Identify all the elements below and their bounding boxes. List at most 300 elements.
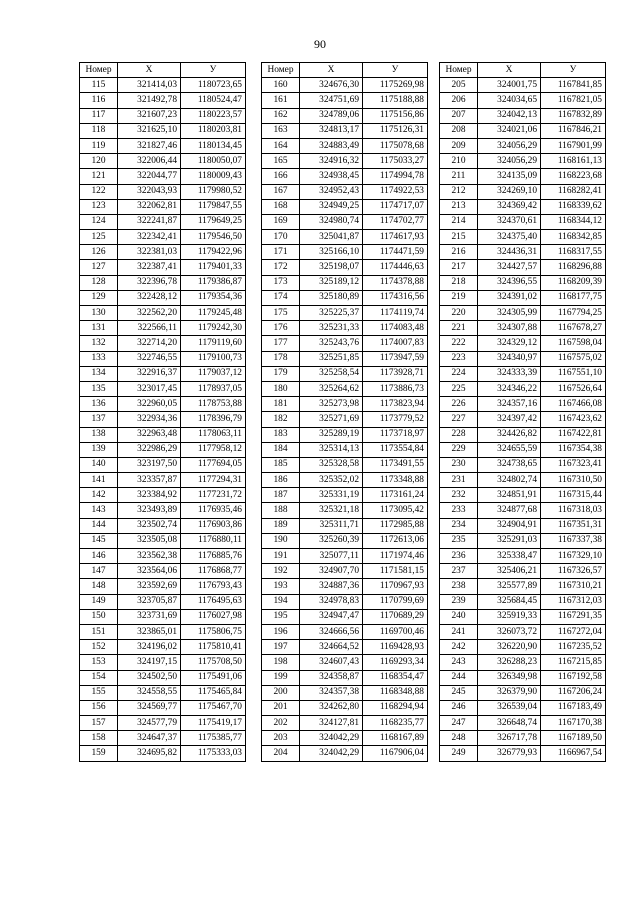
cell-number: 200 bbox=[262, 685, 300, 700]
cell-y: 1167598,04 bbox=[541, 336, 606, 351]
table-row bbox=[440, 503, 606, 518]
cell-x: 324607,43 bbox=[300, 655, 363, 670]
cell-x: 325684,45 bbox=[478, 594, 541, 609]
table-row bbox=[440, 366, 606, 381]
cell-y: 1167272,04 bbox=[541, 624, 606, 639]
cell-y: 1176903,86 bbox=[181, 518, 246, 533]
cell-number: 210 bbox=[440, 154, 478, 169]
cell-x: 325328,58 bbox=[300, 457, 363, 472]
table-row bbox=[80, 123, 246, 138]
cell-y: 1167312,03 bbox=[541, 594, 606, 609]
cell-x: 325406,21 bbox=[478, 564, 541, 579]
cell-number: 150 bbox=[80, 609, 118, 624]
cell-y: 1176495,63 bbox=[181, 594, 246, 609]
cell-number: 230 bbox=[440, 457, 478, 472]
cell-y: 1168317,55 bbox=[541, 245, 606, 260]
cell-number: 164 bbox=[262, 138, 300, 153]
cell-number: 183 bbox=[262, 427, 300, 442]
cell-x: 324877,68 bbox=[478, 503, 541, 518]
cell-y: 1179242,30 bbox=[181, 321, 246, 336]
table-row bbox=[440, 412, 606, 427]
cell-y: 1167422,81 bbox=[541, 427, 606, 442]
cell-x: 325189,12 bbox=[300, 275, 363, 290]
cell-x: 324196,02 bbox=[118, 640, 181, 655]
cell-x: 324666,56 bbox=[300, 624, 363, 639]
cell-number: 133 bbox=[80, 351, 118, 366]
cell-x: 324751,69 bbox=[300, 93, 363, 108]
cell-number: 148 bbox=[80, 579, 118, 594]
cell-y: 1169700,46 bbox=[363, 624, 428, 639]
cell-y: 1167906,04 bbox=[363, 746, 428, 761]
table-row bbox=[262, 397, 428, 412]
cell-y: 1168167,89 bbox=[363, 731, 428, 746]
cell-y: 1179037,12 bbox=[181, 366, 246, 381]
table-row bbox=[80, 685, 246, 700]
cell-y: 1167423,62 bbox=[541, 412, 606, 427]
cell-y: 1167183,49 bbox=[541, 700, 606, 715]
cell-number: 155 bbox=[80, 685, 118, 700]
cell-x: 324980,74 bbox=[300, 214, 363, 229]
cell-number: 176 bbox=[262, 321, 300, 336]
cell-number: 167 bbox=[262, 184, 300, 199]
cell-x: 324789,06 bbox=[300, 108, 363, 123]
cell-x: 325321,18 bbox=[300, 503, 363, 518]
cell-y: 1174119,74 bbox=[363, 306, 428, 321]
cell-x: 324978,83 bbox=[300, 594, 363, 609]
table-row bbox=[440, 549, 606, 564]
cell-x: 324357,16 bbox=[478, 397, 541, 412]
cell-x: 322387,41 bbox=[118, 260, 181, 275]
cell-y: 1167326,57 bbox=[541, 564, 606, 579]
cell-x: 325251,85 bbox=[300, 351, 363, 366]
cell-number: 206 bbox=[440, 93, 478, 108]
cell-number: 144 bbox=[80, 518, 118, 533]
table-row bbox=[262, 260, 428, 275]
cell-number: 126 bbox=[80, 245, 118, 260]
cell-y: 1175188,88 bbox=[363, 93, 428, 108]
cell-number: 189 bbox=[262, 518, 300, 533]
table-header-row bbox=[80, 63, 246, 78]
cell-y: 1167170,38 bbox=[541, 716, 606, 731]
cell-x: 324664,52 bbox=[300, 640, 363, 655]
cell-x: 321625,10 bbox=[118, 123, 181, 138]
table-row bbox=[262, 321, 428, 336]
cell-x: 323357,87 bbox=[118, 473, 181, 488]
table-row bbox=[440, 336, 606, 351]
cell-number: 245 bbox=[440, 685, 478, 700]
cell-number: 208 bbox=[440, 123, 478, 138]
cell-y: 1168223,68 bbox=[541, 169, 606, 184]
table-row bbox=[80, 518, 246, 533]
cell-y: 1180723,65 bbox=[181, 78, 246, 93]
table-row bbox=[262, 123, 428, 138]
cell-x: 325577,89 bbox=[478, 579, 541, 594]
cell-x: 324952,43 bbox=[300, 184, 363, 199]
cell-y: 1178937,05 bbox=[181, 381, 246, 396]
cell-number: 196 bbox=[262, 624, 300, 639]
cell-x: 325289,19 bbox=[300, 427, 363, 442]
cell-number: 154 bbox=[80, 670, 118, 685]
table-row bbox=[262, 184, 428, 199]
cell-x: 326779,93 bbox=[478, 746, 541, 761]
cell-number: 218 bbox=[440, 275, 478, 290]
cell-x: 324916,32 bbox=[300, 154, 363, 169]
cell-x: 323502,74 bbox=[118, 518, 181, 533]
table-row bbox=[80, 290, 246, 305]
table-row bbox=[262, 655, 428, 670]
cell-number: 248 bbox=[440, 731, 478, 746]
cell-x: 321492,78 bbox=[118, 93, 181, 108]
cell-number: 125 bbox=[80, 230, 118, 245]
cell-number: 235 bbox=[440, 533, 478, 548]
header-number: Номер bbox=[440, 63, 478, 78]
cell-number: 205 bbox=[440, 78, 478, 93]
table-row bbox=[440, 594, 606, 609]
cell-y: 1167351,31 bbox=[541, 518, 606, 533]
table-row bbox=[80, 579, 246, 594]
cell-x: 324305,99 bbox=[478, 306, 541, 321]
cell-y: 1176793,43 bbox=[181, 579, 246, 594]
table-row bbox=[440, 123, 606, 138]
cell-y: 1177958,12 bbox=[181, 442, 246, 457]
cell-x: 324738,65 bbox=[478, 457, 541, 472]
table-row bbox=[262, 716, 428, 731]
table-row bbox=[262, 579, 428, 594]
cell-number: 226 bbox=[440, 397, 478, 412]
cell-x: 322396,78 bbox=[118, 275, 181, 290]
cell-y: 1167846,21 bbox=[541, 123, 606, 138]
cell-y: 1173718,97 bbox=[363, 427, 428, 442]
cell-y: 1168344,12 bbox=[541, 214, 606, 229]
coordinates-table-1 bbox=[79, 62, 246, 762]
cell-y: 1175156,86 bbox=[363, 108, 428, 123]
cell-x: 324676,30 bbox=[300, 78, 363, 93]
cell-y: 1179119,60 bbox=[181, 336, 246, 351]
table-row bbox=[440, 488, 606, 503]
cell-y: 1167575,02 bbox=[541, 351, 606, 366]
cell-x: 324947,47 bbox=[300, 609, 363, 624]
table-row bbox=[440, 670, 606, 685]
table-row bbox=[262, 199, 428, 214]
cell-y: 1168282,41 bbox=[541, 184, 606, 199]
cell-number: 117 bbox=[80, 108, 118, 123]
table-row bbox=[80, 670, 246, 685]
cell-number: 136 bbox=[80, 397, 118, 412]
table-row bbox=[262, 351, 428, 366]
cell-y: 1167337,38 bbox=[541, 533, 606, 548]
table-row bbox=[262, 275, 428, 290]
cell-x: 325198,07 bbox=[300, 260, 363, 275]
cell-x: 323505,08 bbox=[118, 533, 181, 548]
cell-x: 324949,25 bbox=[300, 199, 363, 214]
cell-y: 1167315,44 bbox=[541, 488, 606, 503]
table-row bbox=[440, 473, 606, 488]
cell-y: 1180050,07 bbox=[181, 154, 246, 169]
cell-y: 1176935,46 bbox=[181, 503, 246, 518]
cell-x: 323493,89 bbox=[118, 503, 181, 518]
cell-number: 187 bbox=[262, 488, 300, 503]
table-row bbox=[440, 78, 606, 93]
table-row bbox=[440, 427, 606, 442]
table-row bbox=[80, 184, 246, 199]
table-row bbox=[262, 138, 428, 153]
cell-y: 1166967,54 bbox=[541, 746, 606, 761]
cell-number: 186 bbox=[262, 473, 300, 488]
table-row bbox=[440, 518, 606, 533]
cell-number: 181 bbox=[262, 397, 300, 412]
cell-y: 1179245,48 bbox=[181, 306, 246, 321]
cell-y: 1179980,52 bbox=[181, 184, 246, 199]
cell-number: 234 bbox=[440, 518, 478, 533]
cell-number: 119 bbox=[80, 138, 118, 153]
cell-x: 324357,38 bbox=[300, 685, 363, 700]
cell-number: 160 bbox=[262, 78, 300, 93]
cell-y: 1174316,56 bbox=[363, 290, 428, 305]
table-row bbox=[440, 93, 606, 108]
cell-x: 324358,87 bbox=[300, 670, 363, 685]
table-row bbox=[262, 640, 428, 655]
cell-x: 324370,61 bbox=[478, 214, 541, 229]
header-number: Номер bbox=[80, 63, 118, 78]
cell-number: 152 bbox=[80, 640, 118, 655]
cell-y: 1176885,76 bbox=[181, 549, 246, 564]
table-row bbox=[80, 78, 246, 93]
cell-y: 1179649,25 bbox=[181, 214, 246, 229]
cell-y: 1175126,31 bbox=[363, 123, 428, 138]
cell-number: 168 bbox=[262, 199, 300, 214]
cell-y: 1167551,10 bbox=[541, 366, 606, 381]
cell-x: 323384,92 bbox=[118, 488, 181, 503]
table-row bbox=[262, 290, 428, 305]
cell-x: 324577,79 bbox=[118, 716, 181, 731]
table-row bbox=[262, 457, 428, 472]
cell-number: 237 bbox=[440, 564, 478, 579]
table-row bbox=[80, 700, 246, 715]
cell-y: 1168354,47 bbox=[363, 670, 428, 685]
cell-y: 1177294,31 bbox=[181, 473, 246, 488]
table-row bbox=[440, 260, 606, 275]
table-row bbox=[262, 169, 428, 184]
table-row bbox=[80, 230, 246, 245]
cell-number: 122 bbox=[80, 184, 118, 199]
cell-number: 118 bbox=[80, 123, 118, 138]
cell-y: 1167291,35 bbox=[541, 609, 606, 624]
cell-y: 1179422,96 bbox=[181, 245, 246, 260]
cell-number: 192 bbox=[262, 564, 300, 579]
cell-number: 217 bbox=[440, 260, 478, 275]
cell-y: 1179354,36 bbox=[181, 290, 246, 305]
cell-y: 1173823,94 bbox=[363, 397, 428, 412]
cell-number: 214 bbox=[440, 214, 478, 229]
cell-x: 323017,45 bbox=[118, 381, 181, 396]
cell-y: 1167192,58 bbox=[541, 670, 606, 685]
table-row bbox=[440, 624, 606, 639]
cell-x: 325041,87 bbox=[300, 230, 363, 245]
table-row bbox=[262, 549, 428, 564]
table-row bbox=[440, 306, 606, 321]
table-row bbox=[262, 306, 428, 321]
cell-y: 1175269,98 bbox=[363, 78, 428, 93]
cell-x: 324269,10 bbox=[478, 184, 541, 199]
table-row bbox=[262, 245, 428, 260]
table-row bbox=[440, 214, 606, 229]
table-row bbox=[262, 412, 428, 427]
table-row bbox=[262, 442, 428, 457]
cell-number: 137 bbox=[80, 412, 118, 427]
cell-x: 325352,02 bbox=[300, 473, 363, 488]
cell-number: 219 bbox=[440, 290, 478, 305]
cell-number: 149 bbox=[80, 594, 118, 609]
table-row bbox=[262, 518, 428, 533]
cell-x: 322562,20 bbox=[118, 306, 181, 321]
table-row bbox=[80, 488, 246, 503]
table-row bbox=[80, 533, 246, 548]
cell-y: 1167841,85 bbox=[541, 78, 606, 93]
cell-y: 1180524,47 bbox=[181, 93, 246, 108]
cell-x: 324569,77 bbox=[118, 700, 181, 715]
cell-number: 175 bbox=[262, 306, 300, 321]
table-row bbox=[80, 609, 246, 624]
cell-number: 232 bbox=[440, 488, 478, 503]
cell-y: 1170967,93 bbox=[363, 579, 428, 594]
cell-number: 139 bbox=[80, 442, 118, 457]
cell-y: 1175708,50 bbox=[181, 655, 246, 670]
cell-x: 324502,50 bbox=[118, 670, 181, 685]
cell-y: 1179401,33 bbox=[181, 260, 246, 275]
cell-y: 1173554,84 bbox=[363, 442, 428, 457]
table-row bbox=[262, 533, 428, 548]
table-row bbox=[80, 397, 246, 412]
cell-y: 1168339,62 bbox=[541, 199, 606, 214]
cell-number: 120 bbox=[80, 154, 118, 169]
cell-number: 213 bbox=[440, 199, 478, 214]
table-row bbox=[262, 214, 428, 229]
table-row bbox=[440, 138, 606, 153]
cell-x: 324647,37 bbox=[118, 731, 181, 746]
cell-number: 157 bbox=[80, 716, 118, 731]
table-row bbox=[440, 731, 606, 746]
table-row bbox=[262, 78, 428, 93]
cell-number: 170 bbox=[262, 230, 300, 245]
cell-number: 242 bbox=[440, 640, 478, 655]
table-row bbox=[80, 442, 246, 457]
cell-x: 324396,55 bbox=[478, 275, 541, 290]
cell-y: 1167235,52 bbox=[541, 640, 606, 655]
cell-y: 1168348,88 bbox=[363, 685, 428, 700]
cell-number: 156 bbox=[80, 700, 118, 715]
cell-x: 322963,48 bbox=[118, 427, 181, 442]
cell-number: 142 bbox=[80, 488, 118, 503]
cell-number: 180 bbox=[262, 381, 300, 396]
cell-x: 322916,37 bbox=[118, 366, 181, 381]
cell-number: 220 bbox=[440, 306, 478, 321]
cell-y: 1178753,88 bbox=[181, 397, 246, 412]
cell-number: 224 bbox=[440, 366, 478, 381]
table-row bbox=[80, 260, 246, 275]
cell-number: 191 bbox=[262, 549, 300, 564]
cell-x: 324391,02 bbox=[478, 290, 541, 305]
cell-number: 211 bbox=[440, 169, 478, 184]
cell-x: 325260,39 bbox=[300, 533, 363, 548]
cell-y: 1176880,11 bbox=[181, 533, 246, 548]
cell-x: 324851,91 bbox=[478, 488, 541, 503]
cell-number: 244 bbox=[440, 670, 478, 685]
cell-x: 324197,15 bbox=[118, 655, 181, 670]
table-row bbox=[440, 442, 606, 457]
table-row bbox=[440, 275, 606, 290]
cell-y: 1170689,29 bbox=[363, 609, 428, 624]
cell-number: 151 bbox=[80, 624, 118, 639]
table-row bbox=[262, 488, 428, 503]
table-row bbox=[440, 457, 606, 472]
cell-number: 201 bbox=[262, 700, 300, 715]
cell-y: 1167794,25 bbox=[541, 306, 606, 321]
cell-y: 1172613,06 bbox=[363, 533, 428, 548]
table-row bbox=[262, 366, 428, 381]
table-row bbox=[80, 154, 246, 169]
cell-number: 162 bbox=[262, 108, 300, 123]
cell-x: 324307,88 bbox=[478, 321, 541, 336]
cell-x: 324938,45 bbox=[300, 169, 363, 184]
cell-number: 197 bbox=[262, 640, 300, 655]
cell-number: 228 bbox=[440, 427, 478, 442]
cell-y: 1168235,77 bbox=[363, 716, 428, 731]
cell-y: 1174617,93 bbox=[363, 230, 428, 245]
cell-number: 239 bbox=[440, 594, 478, 609]
cell-number: 195 bbox=[262, 609, 300, 624]
cell-y: 1167189,50 bbox=[541, 731, 606, 746]
cell-number: 203 bbox=[262, 731, 300, 746]
cell-number: 153 bbox=[80, 655, 118, 670]
cell-number: 236 bbox=[440, 549, 478, 564]
cell-number: 147 bbox=[80, 564, 118, 579]
table-row bbox=[80, 169, 246, 184]
cell-y: 1176027,98 bbox=[181, 609, 246, 624]
table-row bbox=[80, 351, 246, 366]
cell-x: 325231,33 bbox=[300, 321, 363, 336]
cell-number: 138 bbox=[80, 427, 118, 442]
cell-number: 182 bbox=[262, 412, 300, 427]
cell-number: 177 bbox=[262, 336, 300, 351]
cell-number: 238 bbox=[440, 579, 478, 594]
cell-x: 321827,46 bbox=[118, 138, 181, 153]
cell-y: 1175467,70 bbox=[181, 700, 246, 715]
cell-x: 322043,93 bbox=[118, 184, 181, 199]
cell-number: 131 bbox=[80, 321, 118, 336]
cell-x: 324262,80 bbox=[300, 700, 363, 715]
table-row bbox=[80, 716, 246, 731]
table-row bbox=[80, 594, 246, 609]
cell-x: 325258,54 bbox=[300, 366, 363, 381]
cell-y: 1167310,50 bbox=[541, 473, 606, 488]
table-row bbox=[80, 275, 246, 290]
cell-x: 322006,44 bbox=[118, 154, 181, 169]
cell-y: 1173947,59 bbox=[363, 351, 428, 366]
cell-number: 223 bbox=[440, 351, 478, 366]
cell-number: 132 bbox=[80, 336, 118, 351]
cell-y: 1175385,77 bbox=[181, 731, 246, 746]
cell-number: 123 bbox=[80, 199, 118, 214]
cell-x: 322714,20 bbox=[118, 336, 181, 351]
cell-y: 1173886,73 bbox=[363, 381, 428, 396]
cell-number: 221 bbox=[440, 321, 478, 336]
table-row bbox=[440, 351, 606, 366]
table-row bbox=[80, 564, 246, 579]
cell-y: 1172985,88 bbox=[363, 518, 428, 533]
table-row bbox=[262, 700, 428, 715]
cell-x: 325271,69 bbox=[300, 412, 363, 427]
cell-y: 1175810,41 bbox=[181, 640, 246, 655]
